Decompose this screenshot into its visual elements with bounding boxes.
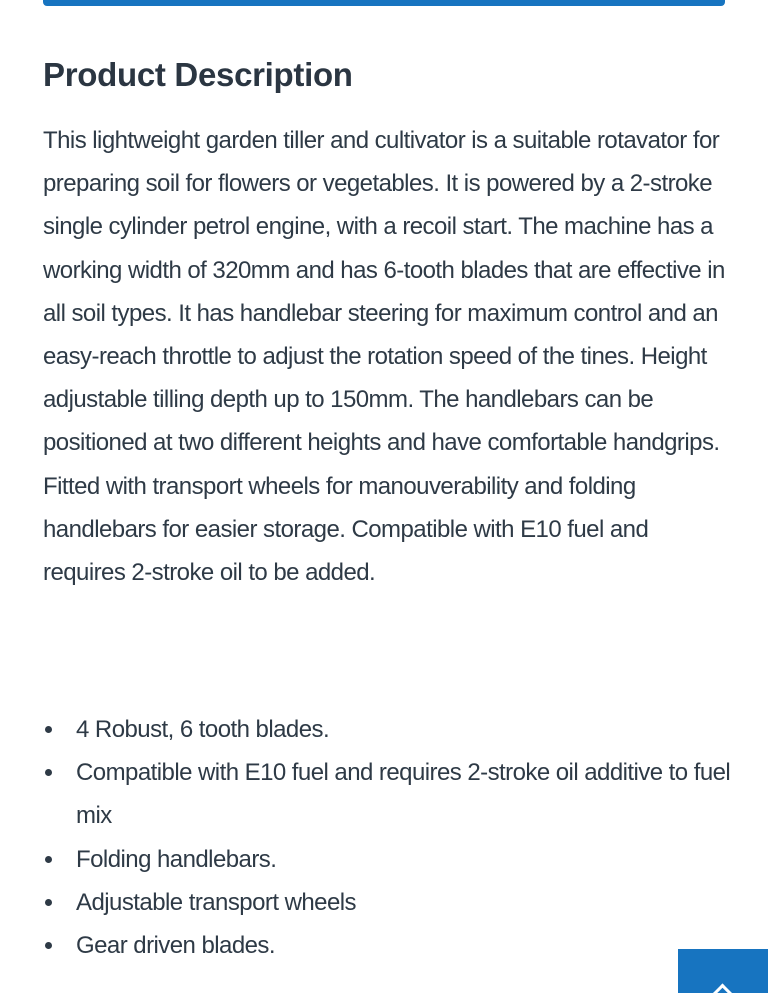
- feature-text: Folding handlebars.: [76, 845, 277, 873]
- section-title: Product Description: [43, 56, 353, 93]
- bullet-icon: [45, 726, 52, 733]
- bullet-icon: [45, 942, 52, 949]
- feature-item: [43, 924, 733, 967]
- bullet-icon: [45, 769, 52, 776]
- feature-item: [43, 838, 733, 881]
- feature-text: Adjustable transport wheels: [76, 888, 356, 916]
- bullet-icon: [45, 899, 52, 906]
- feature-list: [43, 708, 733, 967]
- feature-text: Compatible with E10 fuel and requires 2-stroke oil additive to fuel mix: [76, 759, 731, 830]
- bullet-icon: [45, 856, 52, 863]
- section-top-bar: [43, 0, 725, 6]
- feature-item: [43, 708, 733, 751]
- feature-item: [43, 751, 733, 837]
- feature-text: 4 Robust, 6 tooth blades.: [76, 716, 330, 743]
- feature-item: [43, 881, 733, 924]
- back-to-top-button[interactable]: [678, 949, 768, 993]
- chevron-up-icon: [710, 983, 734, 993]
- feature-text: Gear driven blades.: [76, 932, 275, 960]
- product-description-text: This lightweight garden tiller and cultivator is a suitable rotavator for preparing soil for flowers or vegetables. It is powered by a 2-stroke single cylinder petrol engine, with a recoil start. The machine has a working width of 320mm and has 6-tooth blades that are effective in all soil types. It has handlebar steering for maximum control and an easy-reach throttle to adjust the rotation speed of the tines. Height adjustable tilling depth up to 150mm. The handlebars can be positioned at two different heights and have comfortable handgrips. Fitted with transport wheels for manouverability and folding handlebars for easier storage. Compatible with E10 fuel and requires 2-stroke oil to be added.: [43, 127, 725, 587]
